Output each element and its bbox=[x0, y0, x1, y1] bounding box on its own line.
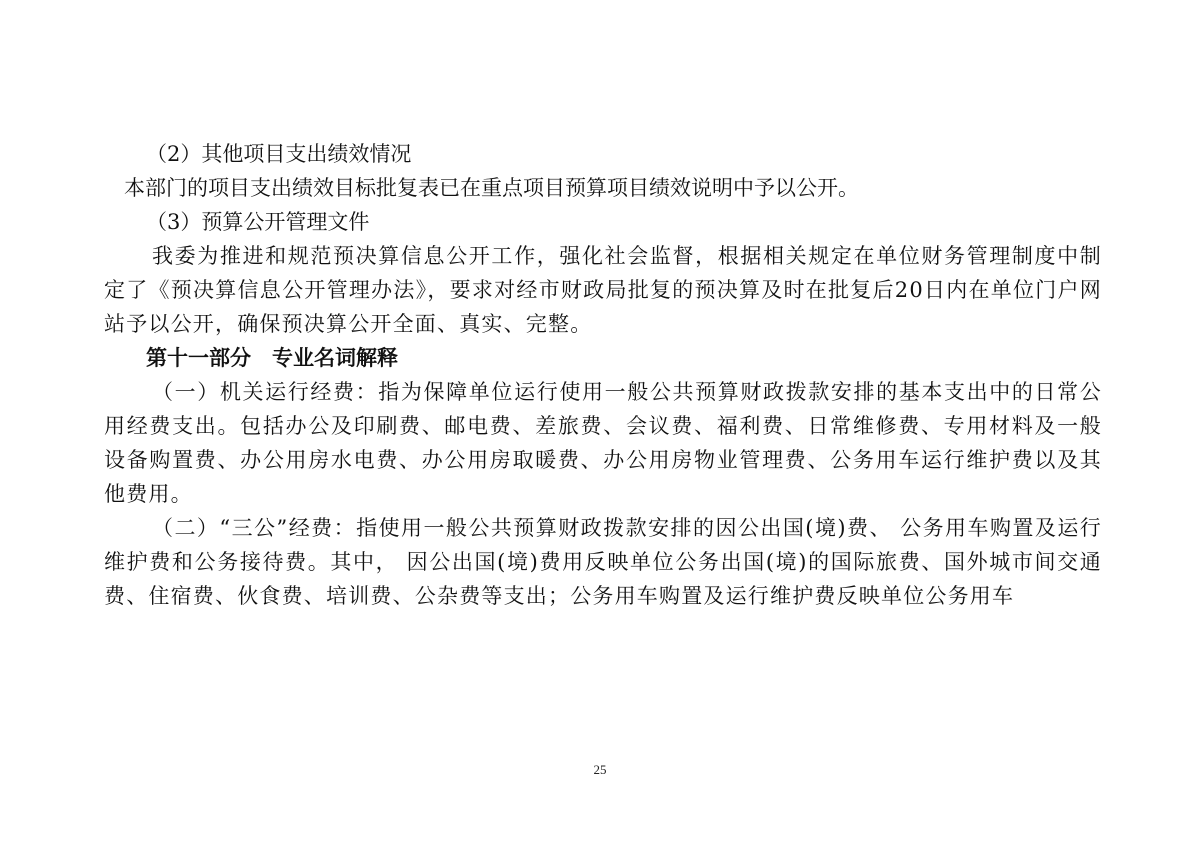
document-body bbox=[104, 137, 1102, 613]
page-number: 25 bbox=[593, 762, 607, 777]
paragraph-agency-operating-expenses: （一）机关运行经费：指为保障单位运行使用一般公共预算财政拨款安排的基本支出中的日常公用经费支出。包括办公及印刷费、邮电费、差旅费、会议费、福利费、日常维修费、专用材料及一般设备购置费、办公用房水电费、办公用房取暖费、办公用房物业管理费、公务用车运行维护费以及其他费用。 bbox=[104, 380, 1102, 506]
section-title-terminology: 第十一部分 专业名词解释 bbox=[146, 346, 398, 370]
subheading-budget-disclosure-documents: （3）预算公开管理文件 bbox=[146, 210, 370, 234]
paragraph-three-public-expenses: （二）“三公”经费：指使用一般公共预算财政拨款安排的因公出国(境)费、 公务用车购置及运行维护费和公务接待费。其中， 因公出国(境)费用反映单位公务出国(境)的国际旅费、国外城市间交通费、住宿费、伙食费、培训费、公杂费等支出；公务用车购置及运行维护费反映单位公务用车 bbox=[104, 516, 1102, 608]
paragraph-performance-target-disclosure: 本部门的项目支出绩效目标批复表已在重点项目预算项目绩效说明中予以公开。 bbox=[124, 176, 859, 200]
paragraph-disclosure-management-measures: 我委为推进和规范预决算信息公开工作，强化社会监督，根据相关规定在单位财务管理制度中制定了《预决算信息公开管理办法》，要求对经市财政局批复的预决算及时在批复后20日内在单位门户网站予以公开，确保预决算公开全面、真实、完整。 bbox=[104, 244, 1102, 336]
subheading-other-project-performance: （2）其他项目支出绩效情况 bbox=[146, 142, 412, 166]
